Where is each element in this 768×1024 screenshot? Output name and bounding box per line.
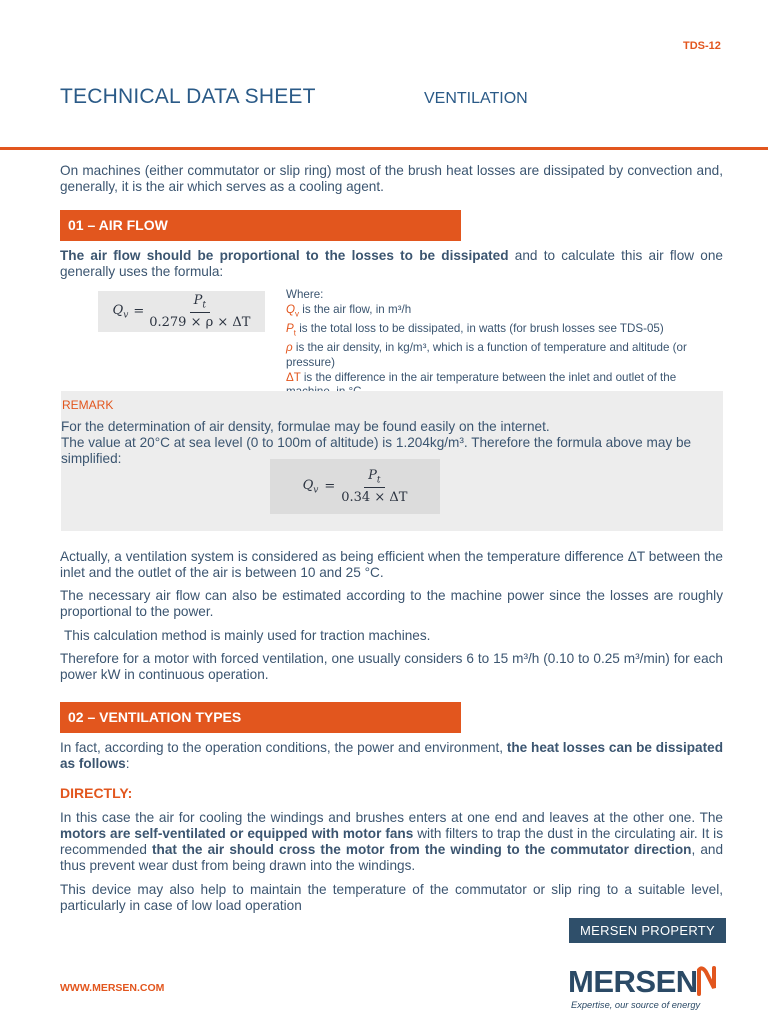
air-flow-lead-paragraph (60, 248, 723, 280)
traction-paragraph: This calculation method is mainly used for traction machines. (64, 628, 431, 643)
power-estimate-paragraph: The necessary air flow can also be estimated according to the machine power since the losses are roughly proportional to the power. (60, 588, 723, 619)
temperature-maintenance-paragraph: This device may also help to maintain the temperature of the commutator or slip ring to a suitable level, particularly in case of low load operation (60, 882, 723, 913)
document-subject: VENTILATION (424, 90, 528, 107)
legend-delta-t: ΔT is the difference in the air temperature between the inlet and outlet of the (286, 370, 677, 384)
legend-pt: $P_t$ is the total loss to be dissipated, in watts (for brush losses see TDS-05) (286, 321, 664, 338)
air-flow-lead-bold: The air flow should be proportional to the losses to be dissipated (60, 248, 509, 263)
page-title: TECHNICAL DATA SHEET (60, 85, 316, 108)
simplified-formula (270, 459, 440, 514)
simplified-formula-fraction (341, 468, 407, 506)
section-heading-air-flow: 01 – AIR FLOW (60, 210, 461, 241)
formula-equals: = (133, 304, 145, 319)
logo-wordmark: MERSEN (568, 964, 698, 999)
forced-ventilation-paragraph: Therefore for a motor with forced ventilation, one usually considers 6 to 15 m³/h (0.10 to 0.25 m³/min) for each power kW in continuous operation. (60, 651, 723, 682)
legend-where-label: Where: (286, 288, 324, 301)
air-flow-formula (98, 291, 265, 332)
intro-paragraph: On machines (either commutator or slip ring) most of the brush heat losses are dissipated by convection and, generally, it is the air which serves as a cooling agent. (60, 163, 723, 194)
header-divider (0, 147, 768, 150)
formula-denominator: 0.279 × ρ × ΔT (149, 315, 251, 331)
formula-fraction (149, 293, 250, 331)
simplified-formula-numerator: $P_t$ (364, 468, 384, 489)
legend-rho: ρ is the air density, in kg/m³, which is a function of temperature and altitude (or pressure) (286, 341, 687, 369)
section-heading-ventilation-types: 02 – VENTILATION TYPES (60, 702, 461, 733)
remark-line-2: The value at 20°C at sea level (0 to 100m of altitude) is 1.204kg/m³. Therefore the formula above may be simplified: (61, 435, 692, 466)
document-code: TDS-12 (683, 40, 721, 52)
simplified-formula-lhs: $Q_v$ (302, 477, 319, 496)
directly-label: DIRECTLY: (60, 785, 133, 801)
formula-legend (286, 288, 723, 400)
simplified-formula-denominator: 0.34 × ΔT (341, 490, 408, 506)
website-link[interactable]: WWW.MERSEN.COM (60, 982, 165, 994)
formula-numerator: $P_t$ (190, 293, 210, 314)
remark-label: REMARK (62, 398, 114, 412)
efficiency-paragraph: Actually, a ventilation system is considered as being efficient when the temperature difference ΔT between the inlet and the outlet of the air is between 10 and 25 °C. (60, 549, 723, 580)
mersen-logo (566, 960, 726, 1016)
air-flow-lead-rest: and to calculate this air flow one generally uses the formula: (60, 248, 723, 279)
remark-line-1: For the determination of air density, formulae may be found easily on the internet. (61, 419, 550, 434)
directly-paragraph: In this case the air for cooling the windings and brushes enters at one end and leaves at the other one. The motors are self-ventilated or equipped with motor fans with filters to trap the dust in the circulating air. It is recommended that the air should cross the motor from the winding to the commutator direction, and thus prevent wear dust from being drawn into the windings. (60, 810, 724, 873)
logo-tagline: Expertise, our source of energy (571, 1000, 701, 1010)
logo-swoosh-icon (696, 964, 722, 998)
simplified-formula-equals: = (324, 479, 336, 494)
ventilation-intro-paragraph: In fact, according to the operation conditions, the power and environment, the heat losses can be dissipated as follows: (60, 740, 723, 771)
property-badge: MERSEN PROPERTY (569, 918, 726, 943)
formula-lhs: $Q_v$ (112, 302, 129, 321)
legend-qv: $Q_v$ is the air flow, in m³/h (286, 302, 412, 319)
